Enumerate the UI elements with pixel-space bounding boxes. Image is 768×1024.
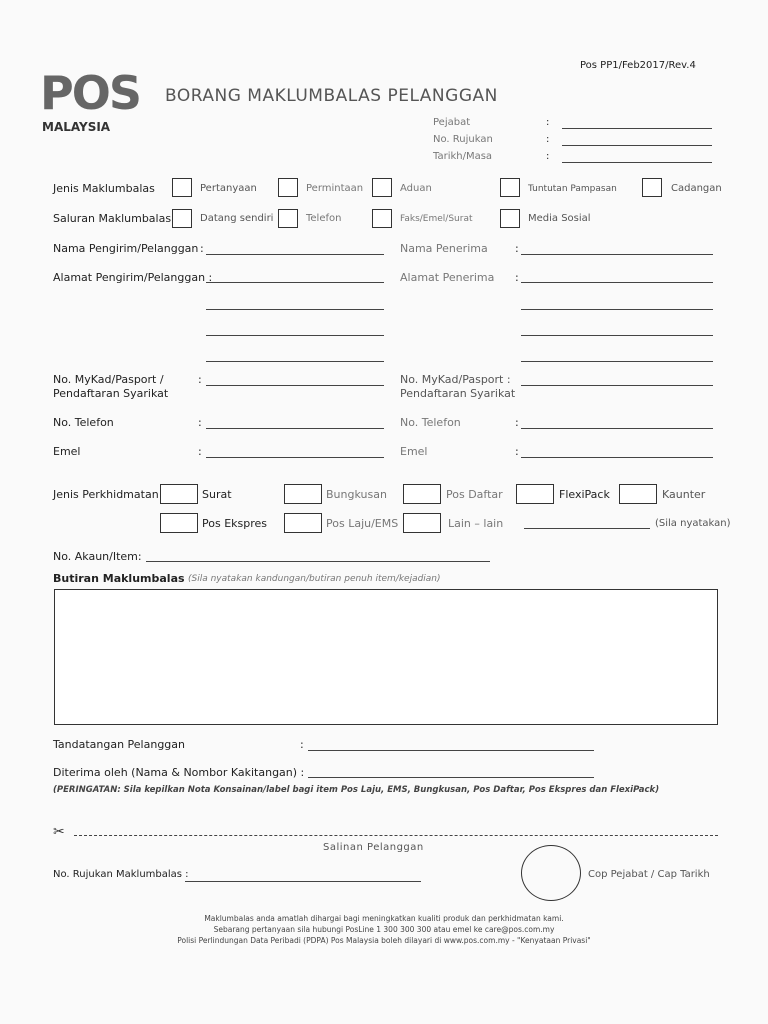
colon: : bbox=[300, 738, 304, 751]
nama-penerima-label: Nama Penerima bbox=[400, 242, 488, 255]
akaun-field[interactable] bbox=[146, 561, 490, 562]
checkbox-flexipack[interactable] bbox=[516, 484, 554, 504]
colon: : bbox=[198, 445, 202, 458]
checkbox-pertanyaan[interactable] bbox=[172, 178, 192, 197]
colon: : bbox=[546, 134, 550, 145]
telefon-pengirim-field[interactable] bbox=[206, 428, 384, 429]
checkbox-pos-daftar[interactable] bbox=[403, 484, 441, 504]
mykad-penerima-field[interactable] bbox=[521, 385, 713, 386]
alamat-pengirim-line-3[interactable] bbox=[206, 335, 384, 336]
service-pos-ekspres: Pos Ekspres bbox=[202, 517, 268, 530]
telefon-pengirim-label: No. Telefon bbox=[53, 416, 114, 429]
checkbox-media[interactable] bbox=[500, 209, 520, 228]
pejabat-field[interactable] bbox=[562, 128, 712, 129]
option-pertanyaan: Pertanyaan bbox=[200, 183, 257, 194]
checkbox-faks[interactable] bbox=[372, 209, 392, 228]
service-kaunter: Kaunter bbox=[662, 488, 706, 501]
mykad-pengirim-label-2: Pendaftaran Syarikat bbox=[53, 387, 169, 400]
footer-line-3: Polisi Perlindungan Data Peribadi (PDPA) Pos Malaysia boleh dilayari di www.pos.com.my - "Kenyataan Privasi" bbox=[177, 936, 591, 945]
rujukan-maklumbalas-field[interactable] bbox=[185, 881, 421, 882]
rujukan-label: No. Rujukan bbox=[433, 134, 493, 145]
checkbox-tuntutan[interactable] bbox=[500, 178, 520, 197]
nama-pengirim-field[interactable] bbox=[206, 254, 384, 255]
peringatan-note: (PERINGATAN: Sila kepilkan Nota Konsainan/label bagi item Pos Laju, EMS, Bungkusan, Pos Daftar, Pos Ekspres dan FlexiPack) bbox=[53, 785, 660, 795]
service-lain-lain: Lain – lain bbox=[448, 517, 504, 530]
option-aduan: Aduan bbox=[400, 183, 432, 194]
colon: : bbox=[546, 151, 550, 162]
emel-pengirim-label: Emel bbox=[53, 445, 81, 458]
mykad-pengirim-label: No. MyKad/Pasport / bbox=[53, 373, 164, 386]
colon: : bbox=[198, 373, 202, 386]
option-datang: Datang sendiri bbox=[200, 213, 274, 224]
colon: : bbox=[515, 271, 519, 284]
option-faks: Faks/Emel/Surat bbox=[400, 214, 473, 224]
scissors-icon: ✂ bbox=[53, 824, 65, 840]
lain-lain-field[interactable] bbox=[524, 528, 650, 529]
colon: : bbox=[200, 242, 204, 255]
butiran-hint: (Sila nyatakan kandungan/butiran penuh item/kejadian) bbox=[188, 574, 441, 584]
emel-pengirim-field[interactable] bbox=[206, 457, 384, 458]
alamat-pengirim-line-2[interactable] bbox=[206, 309, 384, 310]
service-pos-daftar: Pos Daftar bbox=[446, 488, 503, 501]
tandatangan-label: Tandatangan Pelanggan bbox=[53, 738, 186, 751]
service-flexipack: FlexiPack bbox=[559, 488, 610, 501]
alamat-pengirim-label: Alamat Pengirim/Pelanggan : bbox=[53, 271, 213, 284]
option-media: Media Sosial bbox=[528, 213, 591, 224]
colon: : bbox=[515, 445, 519, 458]
option-cadangan: Cadangan bbox=[671, 183, 722, 194]
service-bungkusan: Bungkusan bbox=[326, 488, 387, 501]
form-code: Pos PP1/Feb2017/Rev.4 bbox=[580, 60, 696, 71]
tarikh-field[interactable] bbox=[562, 162, 712, 163]
nama-pengirim-label: Nama Pengirim/Pelanggan bbox=[53, 242, 199, 255]
footer-line-2: Sebarang pertanyaan sila hubungi PosLine 1 300 300 300 atau emel ke care@pos.com.my bbox=[213, 925, 555, 934]
form-title: BORANG MAKLUMBALAS PELANGGAN bbox=[165, 86, 498, 106]
tarikh-label: Tarikh/Masa bbox=[433, 151, 493, 162]
cut-line bbox=[74, 835, 718, 836]
rujukan-maklumbalas-label: No. Rujukan Maklumbalas : bbox=[53, 869, 189, 880]
alamat-pengirim-line-4[interactable] bbox=[206, 361, 384, 362]
checkbox-permintaan[interactable] bbox=[278, 178, 298, 197]
diterima-field[interactable] bbox=[308, 777, 594, 778]
checkbox-aduan[interactable] bbox=[372, 178, 392, 197]
service-surat: Surat bbox=[202, 488, 232, 501]
jenis-maklumbalas-label: Jenis Maklumbalas bbox=[53, 182, 155, 195]
option-tuntutan: Tuntutan Pampasan bbox=[528, 184, 617, 194]
checkbox-cadangan[interactable] bbox=[642, 178, 662, 197]
alamat-penerima-line-4[interactable] bbox=[521, 361, 713, 362]
tandatangan-field[interactable] bbox=[308, 750, 594, 751]
alamat-penerima-line-1[interactable] bbox=[521, 282, 713, 283]
checkbox-datang[interactable] bbox=[172, 209, 192, 228]
akaun-label: No. Akaun/Item: bbox=[53, 550, 142, 563]
colon: : bbox=[198, 416, 202, 429]
alamat-pengirim-line-1[interactable] bbox=[206, 282, 384, 283]
telefon-penerima-label: No. Telefon bbox=[400, 416, 461, 429]
alamat-penerima-label: Alamat Penerima bbox=[400, 271, 495, 284]
alamat-penerima-line-3[interactable] bbox=[521, 335, 713, 336]
checkbox-lain-lain[interactable] bbox=[403, 513, 441, 533]
nama-penerima-field[interactable] bbox=[521, 254, 713, 255]
butiran-textarea[interactable] bbox=[54, 589, 718, 725]
service-pos-laju: Pos Laju/EMS bbox=[326, 517, 399, 530]
checkbox-bungkusan[interactable] bbox=[284, 484, 322, 504]
logo-text: POS bbox=[40, 66, 140, 120]
colon: : bbox=[546, 117, 550, 128]
checkbox-telefon[interactable] bbox=[278, 209, 298, 228]
cop-circle[interactable] bbox=[521, 845, 581, 901]
checkbox-pos-laju[interactable] bbox=[284, 513, 322, 533]
rujukan-field[interactable] bbox=[562, 145, 712, 146]
emel-penerima-field[interactable] bbox=[521, 457, 713, 458]
sila-nyatakan: (Sila nyatakan) bbox=[655, 518, 731, 529]
checkbox-surat[interactable] bbox=[160, 484, 198, 504]
checkbox-kaunter[interactable] bbox=[619, 484, 657, 504]
perkhidmatan-label: Jenis Perkhidmatan bbox=[53, 488, 159, 501]
colon: : bbox=[515, 416, 519, 429]
salinan-label: Salinan Pelanggan bbox=[323, 842, 424, 853]
mykad-pengirim-field[interactable] bbox=[206, 385, 384, 386]
checkbox-pos-ekspres[interactable] bbox=[160, 513, 198, 533]
saluran-label: Saluran Maklumbalas bbox=[53, 212, 172, 225]
pejabat-label: Pejabat bbox=[433, 117, 471, 128]
telefon-penerima-field[interactable] bbox=[521, 428, 713, 429]
option-permintaan: Permintaan bbox=[306, 183, 364, 194]
logo-subtitle: MALAYSIA bbox=[42, 120, 111, 134]
mykad-penerima-label: No. MyKad/Pasport : bbox=[400, 373, 511, 386]
diterima-label: Diterima oleh (Nama & Nombor Kakitangan) : bbox=[53, 766, 305, 779]
butiran-title: Butiran Maklumbalas bbox=[53, 572, 185, 585]
colon: : bbox=[515, 242, 519, 255]
option-telefon: Telefon bbox=[306, 213, 342, 224]
emel-penerima-label: Emel bbox=[400, 445, 428, 458]
mykad-penerima-label-2: Pendaftaran Syarikat bbox=[400, 387, 516, 400]
footer-line-1: Maklumbalas anda amatlah dihargai bagi meningkatkan kualiti produk dan perkhidmatan kami. bbox=[204, 914, 564, 923]
alamat-penerima-line-2[interactable] bbox=[521, 309, 713, 310]
cop-label: Cop Pejabat / Cap Tarikh bbox=[588, 869, 710, 880]
